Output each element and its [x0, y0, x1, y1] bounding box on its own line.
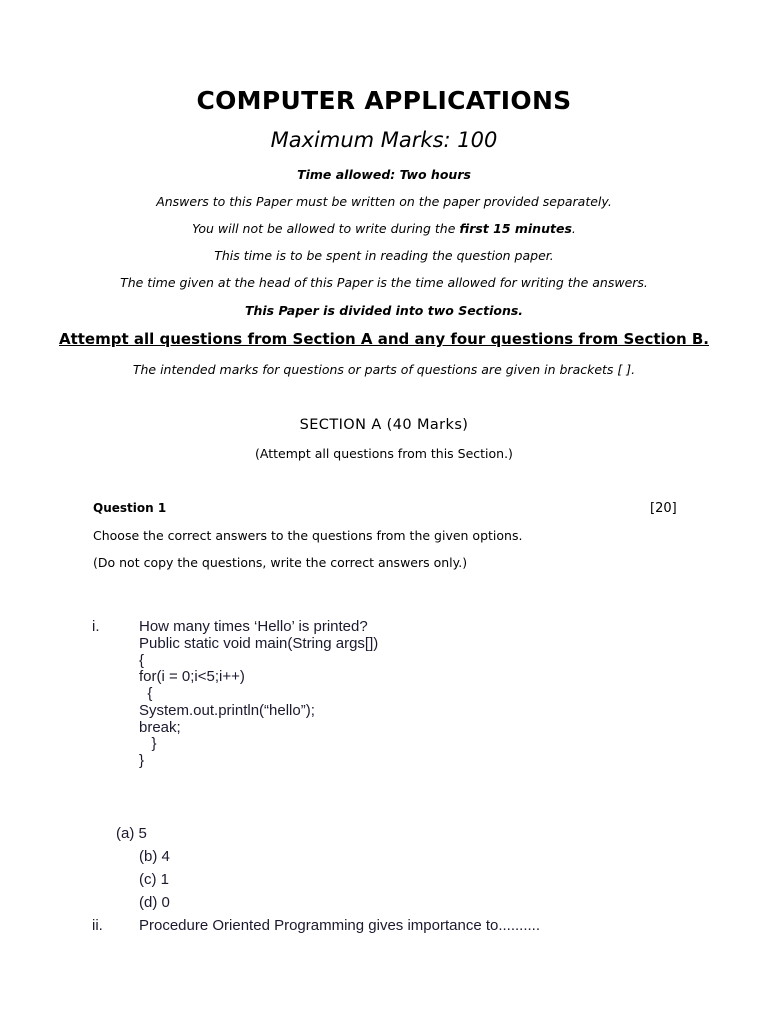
item-ii-number: ii. [92, 917, 103, 934]
code-line: System.out.println(“hello”); [139, 702, 315, 719]
code-line: Public static void main(String args[]) [139, 635, 379, 652]
item-i-number: i. [92, 618, 100, 635]
question-marks: [20] [650, 501, 677, 516]
instruction-line-2-post: . [571, 221, 576, 236]
section-title: SECTION A (40 Marks) [299, 417, 469, 433]
code-line: } [139, 752, 145, 769]
question-label: Question 1 [93, 501, 167, 515]
instruction-line-2 [0, 221, 768, 236]
option-a: (a) 5 [116, 825, 147, 842]
instruction-line-2-pre: You will not be allowed to write during the [192, 221, 460, 236]
code-line: { [139, 652, 145, 669]
marks-note: The intended marks for questions or parts of questions are given in brackets [ ]. [132, 362, 636, 377]
attempt-instruction: Attempt all questions from Section A and any four questions from Section B. [58, 330, 710, 348]
item-ii-text: Procedure Oriented Programming gives importance to.......... [139, 917, 541, 934]
question-instruction-2: (Do not copy the questions, write the correct answers only.) [93, 555, 468, 570]
instruction-line-1: Answers to this Paper must be written on the paper provided separately. [156, 194, 612, 209]
code-line: { [139, 685, 153, 702]
instruction-line-4: The time given at the head of this Paper is the time allowed for writing the answers. [120, 275, 648, 290]
question-instruction-1: Choose the correct answers to the questions from the given options. [93, 528, 523, 543]
section-subtitle: (Attempt all questions from this Section.) [255, 446, 513, 461]
option-d: (d) 0 [139, 894, 170, 911]
code-line: break; [139, 719, 181, 736]
page-title: COMPUTER APPLICATIONS [196, 86, 572, 115]
option-b: (b) 4 [139, 848, 170, 865]
maximum-marks: Maximum Marks: 100 [270, 128, 498, 152]
code-line: } [139, 735, 157, 752]
instruction-line-3: This time is to be spent in reading the question paper. [214, 248, 554, 263]
instruction-line-5: This Paper is divided into two Sections. [244, 303, 524, 318]
time-allowed: Time allowed: Two hours [297, 167, 471, 182]
instruction-line-2-bold: first 15 minutes [459, 221, 572, 236]
option-c: (c) 1 [139, 871, 169, 888]
code-line: How many times ‘Hello’ is printed? [139, 618, 368, 635]
code-line: for(i = 0;i<5;i++) [139, 668, 245, 685]
